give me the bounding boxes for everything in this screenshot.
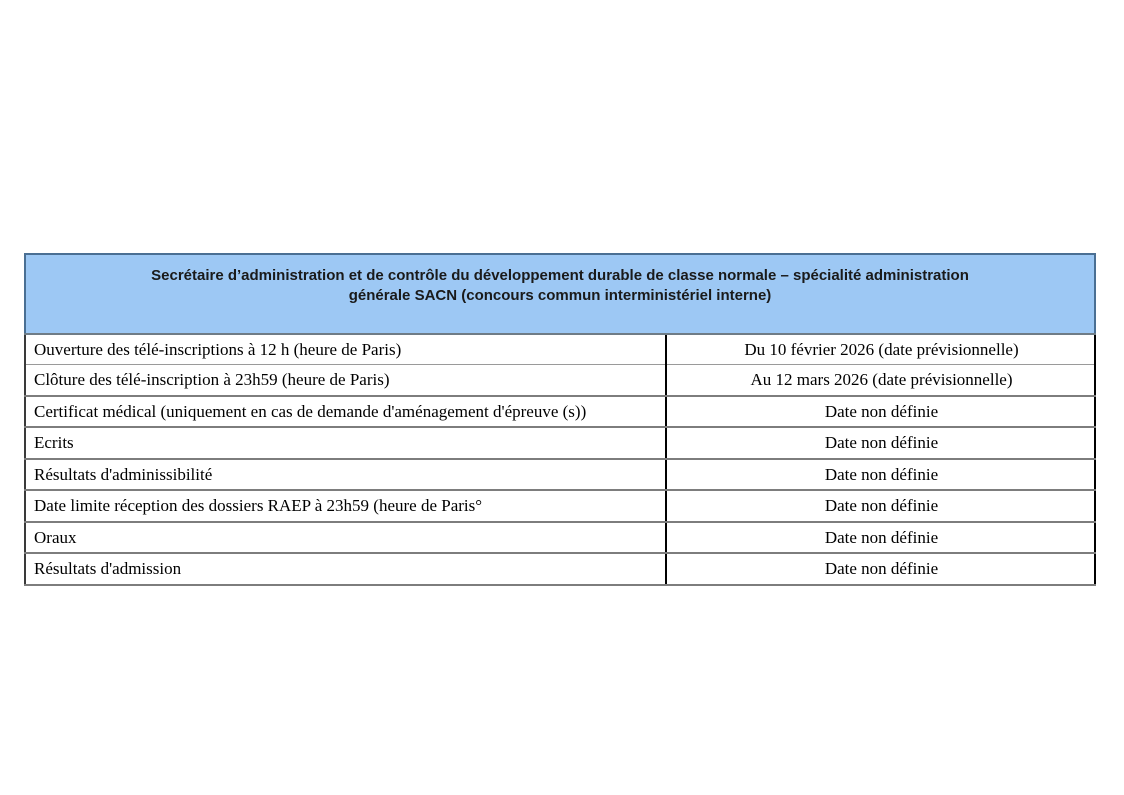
table-row <box>25 459 1095 491</box>
row-value-cell: Du 10 février 2026 (date prévisionnelle) <box>666 334 1095 365</box>
table-row <box>25 427 1095 459</box>
row-label-cell: Ecrits <box>25 427 666 459</box>
row-label-cell: Résultats d'admission <box>25 553 666 585</box>
row-value-cell: Date non définie <box>666 490 1095 522</box>
row-label-cell: Ouverture des télé-inscriptions à 12 h (heure de Paris) <box>25 334 666 365</box>
table-row <box>25 490 1095 522</box>
row-value-cell: Date non définie <box>666 459 1095 491</box>
table-row <box>25 365 1095 396</box>
row-value-cell: Date non définie <box>666 427 1095 459</box>
exam-schedule-table <box>24 253 1096 586</box>
table-header <box>25 254 1095 334</box>
table-row <box>25 522 1095 554</box>
table-body <box>25 334 1095 585</box>
row-label-cell: Certificat médical (uniquement en cas de demande d'aménagement d'épreuve (s)) <box>25 396 666 428</box>
table-title-row <box>25 254 1095 334</box>
row-value-cell: Au 12 mars 2026 (date prévisionnelle) <box>666 365 1095 396</box>
table-row <box>25 553 1095 585</box>
row-label-cell: Oraux <box>25 522 666 554</box>
table-row <box>25 334 1095 365</box>
table-title-line-2: générale SACN (concours commun interministériel interne) <box>348 287 772 305</box>
row-label-cell: Date limite réception des dossiers RAEP à 23h59 (heure de Paris° <box>25 490 666 522</box>
row-label-cell: Clôture des télé-inscription à 23h59 (heure de Paris) <box>25 365 666 396</box>
row-value-cell: Date non définie <box>666 553 1095 585</box>
table-row <box>25 396 1095 428</box>
row-value-cell: Date non définie <box>666 396 1095 428</box>
row-label-cell: Résultats d'adminissibilité <box>25 459 666 491</box>
row-value-cell: Date non définie <box>666 522 1095 554</box>
table-title-line-1: Secrétaire d’administration et de contrôle du développement durable de classe normale – spécialité administration <box>151 267 969 284</box>
table-title-cell <box>25 254 1095 334</box>
